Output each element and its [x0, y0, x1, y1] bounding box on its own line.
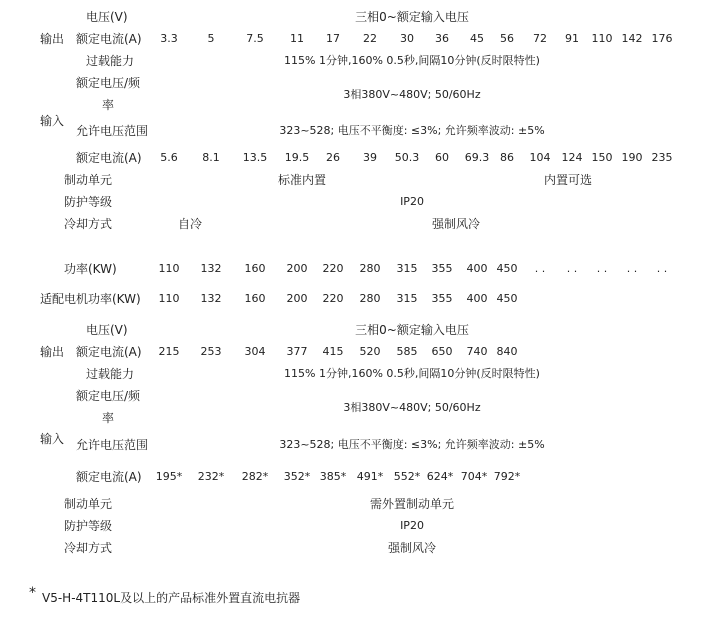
s2-protect-label: 防护等级 — [64, 519, 113, 533]
motor-power-label: 适配电机功率(KW) — [40, 292, 141, 306]
s2-in-current-value: 792* — [493, 470, 521, 483]
s1-in-current-label: 额定电流(A) — [76, 151, 142, 165]
power-ellipsis: . . — [534, 262, 546, 275]
s2-in-current-value: 552* — [393, 470, 421, 483]
s1-overload-label: 过载能力 — [86, 54, 135, 68]
power-ellipsis: . . — [596, 262, 608, 275]
s1-vf-value: 3相380V~480V; 50/60Hz — [343, 88, 481, 101]
s1-current-value: 142 — [621, 32, 643, 45]
s2-in-current-value: 385* — [319, 470, 347, 483]
s2-current-value: 650 — [431, 345, 453, 358]
s2-in-current-value: 491* — [356, 470, 384, 483]
s1-voltage-label: 电压(V) — [86, 10, 128, 24]
s1-cool-value-b: 强制风冷 — [431, 217, 481, 231]
motor-power-value: 315 — [396, 292, 418, 305]
power-value: 110 — [158, 262, 180, 275]
s1-voltage-value: 三相0~额定输入电压 — [355, 10, 469, 24]
s1-in-current-value: 235 — [651, 151, 673, 164]
s2-vf-label-line2: 率 — [102, 411, 115, 425]
s2-in-current-label: 额定电流(A) — [76, 470, 142, 484]
s1-current-value: 5 — [207, 32, 215, 45]
power-value: 200 — [286, 262, 308, 275]
s1-current-value: 30 — [400, 32, 414, 45]
s2-input-label: 输入 — [40, 432, 65, 446]
s1-in-current-value: 60 — [435, 151, 449, 164]
s1-current-value: 56 — [500, 32, 514, 45]
s2-in-current-value: 704* — [460, 470, 488, 483]
footnote-star: * — [29, 585, 36, 601]
s1-current-value: 110 — [591, 32, 613, 45]
s2-cool-value: 强制风冷 — [387, 541, 437, 555]
s1-in-current-value: 150 — [591, 151, 613, 164]
s1-current-value: 11 — [290, 32, 304, 45]
s2-brake-label: 制动单元 — [64, 497, 113, 511]
motor-power-value: 110 — [158, 292, 180, 305]
s2-in-current-value: 195* — [155, 470, 183, 483]
s1-in-current-value: 26 — [326, 151, 340, 164]
s1-input-label: 输入 — [40, 114, 65, 128]
s1-in-current-value: 8.1 — [202, 151, 220, 164]
s1-overload-value: 115% 1分钟,160% 0.5秒,间隔10分钟(反时限特性) — [284, 54, 540, 67]
s1-current-value: 7.5 — [246, 32, 264, 45]
s1-cool-value-a: 自冷 — [177, 217, 203, 231]
s2-voltage-label: 电压(V) — [86, 323, 128, 337]
s1-brake-label: 制动单元 — [64, 173, 113, 187]
s2-current-value: 415 — [322, 345, 344, 358]
s1-cool-label: 冷却方式 — [64, 217, 113, 231]
s1-current-value: 72 — [533, 32, 547, 45]
power-ellipsis: . . — [566, 262, 578, 275]
s1-in-current-value: 190 — [621, 151, 643, 164]
s2-current-value: 377 — [286, 345, 308, 358]
s1-in-current-value: 19.5 — [284, 151, 310, 164]
s2-current-label: 额定电流(A) — [76, 345, 142, 359]
power-value: 132 — [200, 262, 222, 275]
s1-vf-label-line2: 率 — [102, 98, 115, 112]
s2-vf-label-line1: 额定电压/频 — [76, 389, 141, 403]
s1-in-current-value: 50.3 — [394, 151, 420, 164]
s2-in-current-value: 232* — [197, 470, 225, 483]
s1-current-value: 176 — [651, 32, 673, 45]
power-value: 160 — [244, 262, 266, 275]
s1-in-current-value: 5.6 — [160, 151, 178, 164]
power-value: 450 — [496, 262, 518, 275]
s2-current-value: 215 — [158, 345, 180, 358]
s2-allow-label: 允许电压范围 — [76, 438, 149, 452]
power-label: 功率(KW) — [64, 262, 117, 276]
s2-in-current-value: 352* — [283, 470, 311, 483]
s2-in-current-value: 282* — [241, 470, 269, 483]
motor-power-value: 355 — [431, 292, 453, 305]
s2-current-value: 585 — [396, 345, 418, 358]
s1-vf-label-line1: 额定电压/频 — [76, 76, 141, 90]
power-value: 280 — [359, 262, 381, 275]
s1-brake-value-a: 标准内置 — [277, 173, 327, 187]
s1-allow-value: 323~528; 电压不平衡度: ≤3%; 允许频率波动: ±5% — [279, 124, 545, 137]
s2-voltage-value: 三相0~额定输入电压 — [355, 323, 469, 337]
power-value: 220 — [322, 262, 344, 275]
motor-power-value: 450 — [496, 292, 518, 305]
power-ellipsis: . . — [626, 262, 638, 275]
s1-in-current-value: 124 — [561, 151, 583, 164]
motor-power-value: 280 — [359, 292, 381, 305]
s2-vf-value: 3相380V~480V; 50/60Hz — [343, 401, 481, 414]
motor-power-value: 400 — [466, 292, 488, 305]
s1-brake-value-b: 内置可选 — [543, 173, 593, 187]
s2-current-value: 740 — [466, 345, 488, 358]
s1-current-label: 额定电流(A) — [76, 32, 142, 46]
s1-in-current-value: 39 — [363, 151, 377, 164]
s2-current-value: 840 — [496, 345, 518, 358]
s2-overload-label: 过载能力 — [86, 367, 135, 381]
s2-brake-value: 需外置制动单元 — [369, 497, 455, 511]
motor-power-value: 200 — [286, 292, 308, 305]
s1-current-value: 17 — [326, 32, 340, 45]
s2-overload-value: 115% 1分钟,160% 0.5秒,间隔10分钟(反时限特性) — [284, 367, 540, 380]
s2-output-label: 输出 — [40, 345, 65, 359]
power-value: 400 — [466, 262, 488, 275]
s1-in-current-value: 86 — [500, 151, 514, 164]
power-value: 315 — [396, 262, 418, 275]
s2-current-value: 304 — [244, 345, 266, 358]
motor-power-value: 160 — [244, 292, 266, 305]
s2-allow-value: 323~528; 电压不平衡度: ≤3%; 允许频率波动: ±5% — [279, 438, 545, 451]
s1-current-value: 45 — [470, 32, 484, 45]
s1-protect-value: IP20 — [400, 195, 424, 208]
s1-allow-label: 允许电压范围 — [76, 124, 149, 138]
footnote-text: V5-H-4T110L及以上的产品标准外置直流电抗器 — [42, 591, 301, 605]
s2-in-current-value: 624* — [426, 470, 454, 483]
s1-in-current-value: 13.5 — [242, 151, 268, 164]
s1-current-value: 3.3 — [160, 32, 178, 45]
s1-current-value: 36 — [435, 32, 449, 45]
s2-cool-label: 冷却方式 — [64, 541, 113, 555]
motor-power-value: 220 — [322, 292, 344, 305]
s1-output-label: 输出 — [40, 32, 65, 46]
s1-in-current-value: 104 — [529, 151, 551, 164]
s2-protect-value: IP20 — [400, 519, 424, 532]
s1-current-value: 22 — [363, 32, 377, 45]
s1-in-current-value: 69.3 — [464, 151, 490, 164]
s2-current-value: 253 — [200, 345, 222, 358]
power-ellipsis: . . — [656, 262, 668, 275]
s1-protect-label: 防护等级 — [64, 195, 113, 209]
s1-current-value: 91 — [565, 32, 579, 45]
power-value: 355 — [431, 262, 453, 275]
s2-current-value: 520 — [359, 345, 381, 358]
motor-power-value: 132 — [200, 292, 222, 305]
